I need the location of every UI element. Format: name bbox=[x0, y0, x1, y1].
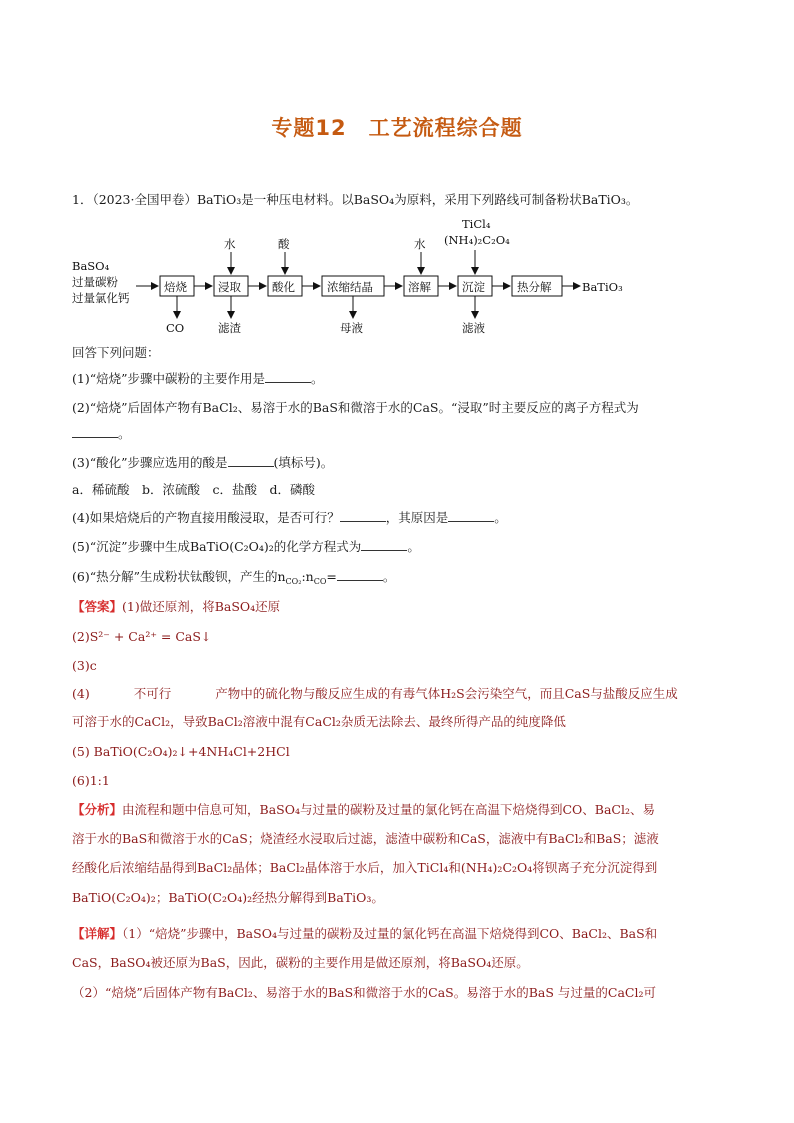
answer-blank bbox=[361, 538, 407, 551]
analysis-line-4: BaTiO(C₂O₄)₂；BaTiO(C₂O₄)₂经热分解得到BaTiO₃。 bbox=[72, 890, 384, 905]
answer-blank bbox=[337, 568, 383, 581]
reagent-ammonium-oxalate: (NH₄)₂C₂O₄ bbox=[444, 233, 510, 247]
answer-3: (3)c bbox=[72, 658, 97, 673]
detail-line-2: CaS，BaSO₄被还原为BaS，因此，碳粉的主要作用是做还原剂，将BaSO₄还原。 bbox=[72, 955, 529, 970]
flow-product: BaTiO₃ bbox=[582, 280, 623, 294]
page-title: 专题12 工艺流程综合题 bbox=[271, 116, 523, 140]
analysis-line-1: 【分析】由流程和题中信息可知，BaSO₄与过量的碳粉及过量的氯化钙在高温下焙烧得到CO、BaCl₂、易 bbox=[72, 802, 656, 817]
output-mother-liquor: 母液 bbox=[340, 321, 363, 335]
reagent-acid: 酸 bbox=[278, 237, 290, 251]
question-5: (5)“沉淀”步骤中生成BaTiO(C₂O₄)₂的化学方程式为 。 bbox=[72, 539, 420, 554]
svg-text:焙烧: 焙烧 bbox=[164, 280, 187, 294]
flow-step-roast bbox=[160, 276, 194, 296]
svg-text:溶解: 溶解 bbox=[408, 280, 431, 294]
question-3-options: a．稀硫酸 b．浓硫酸 c．盐酸 d．磷酸 bbox=[72, 482, 315, 497]
flow-input-1: BaSO₄ bbox=[72, 259, 110, 273]
question-1: (1)“焙烧”步骤中碳粉的主要作用是 。 bbox=[72, 371, 324, 386]
answer-blank bbox=[265, 370, 311, 383]
answer-4: (4) 不可行 产物中的硫化物与酸反应生成的有毒气体H₂S会污染空气，而且CaS与盐酸反应生成 bbox=[72, 686, 678, 701]
flow-input-2: 过量碳粉 bbox=[72, 275, 118, 289]
answer-1: 【答案】(1)做还原剂，将BaSO₄还原 bbox=[72, 599, 281, 614]
process-flow-diagram bbox=[68, 214, 688, 336]
answer-tag: 【答案】 bbox=[72, 599, 123, 614]
question-2-blank-line: 。 bbox=[72, 424, 722, 444]
output-co: CO bbox=[166, 321, 185, 335]
svg-text:酸化: 酸化 bbox=[272, 280, 295, 294]
question-3: (3)“酸化”步骤应选用的酸是 (填标号)。 bbox=[72, 455, 334, 470]
flow-step-acidify bbox=[268, 276, 302, 296]
output-filter-residue: 滤渣 bbox=[218, 321, 241, 335]
detail-tag: 【详解】 bbox=[72, 926, 123, 941]
flow-step-leach bbox=[214, 276, 248, 296]
question-intro-text: BaTiO₃是一种压电材料。以BaSO₄为原料，采用下列路线可制备粉状BaTiO₃。 bbox=[197, 192, 639, 207]
output-filtrate: 滤液 bbox=[462, 321, 485, 335]
svg-text:浸取: 浸取 bbox=[218, 280, 241, 294]
answer-5: (5) BaTiO(C₂O₄)₂↓+4NH₄Cl+2HCl bbox=[72, 744, 290, 759]
reagent-water-2: 水 bbox=[414, 237, 426, 251]
answer-blank bbox=[448, 509, 494, 522]
flow-step-thermal-decompose bbox=[512, 276, 562, 296]
answer-6: (6)1:1 bbox=[72, 773, 110, 788]
flow-step-dissolve bbox=[404, 276, 438, 296]
detail-line-1: 【详解】（1）“焙烧”步骤中，BaSO₄与过量的碳粉及过量的氯化钙在高温下焙烧得到CO、BaCl₂、BaS和 bbox=[72, 926, 658, 941]
answer-4-cont: 可溶于水的CaCl₂，导致BaCl₂溶液中混有CaCl₂杂质无法除去、最终所得产品的纯度降低 bbox=[72, 714, 566, 729]
questions-prompt: 回答下列问题： bbox=[72, 345, 160, 360]
reagent-water-1: 水 bbox=[224, 237, 236, 251]
question-2: (2)“焙烧”后固体产物有BaCl₂、易溶于水的BaS和微溶于水的CaS。“浸取”时主要反应的离子方程式为 bbox=[72, 400, 639, 415]
question-source: （2023·全国甲卷） bbox=[92, 192, 197, 207]
question-1-intro bbox=[72, 190, 722, 210]
question-6: (6)“热分解”生成粉状钛酸钡，产生的$n_{CO_2}:n_{CO}=$ 。 bbox=[72, 569, 396, 586]
question-4: (4)如果焙烧后的产物直接用酸浸取，是否可行？ ，其原因是 。 bbox=[72, 510, 507, 525]
reagent-ticl4: TiCl₄ bbox=[462, 217, 491, 231]
flow-input-3: 过量氯化钙 bbox=[72, 291, 130, 305]
flow-step-concentrate bbox=[322, 276, 384, 296]
answer-blank bbox=[228, 454, 274, 467]
svg-text:沉淀: 沉淀 bbox=[462, 280, 485, 294]
answer-blank bbox=[72, 425, 118, 438]
answer-blank bbox=[340, 509, 386, 522]
flow-step-precipitate bbox=[458, 276, 492, 296]
question-number: 1． bbox=[72, 192, 93, 207]
analysis-tag: 【分析】 bbox=[72, 802, 123, 817]
detail-line-3: （2）“焙烧”后固体产物有BaCl₂、易溶于水的BaS和微溶于水的CaS。易溶于水的BaS 与过量的CaCl₂可 bbox=[72, 985, 656, 1000]
svg-text:热分解: 热分解 bbox=[517, 280, 552, 294]
analysis-line-3: 经酸化后浓缩结晶得到BaCl₂晶体；BaCl₂晶体溶于水后，加入TiCl₄和(NH₄)₂C₂O₄将钡离子充分沉淀得到 bbox=[72, 860, 658, 875]
answer-2: (2)S²⁻ + Ca²⁺ = CaS↓ bbox=[72, 629, 212, 644]
analysis-line-2: 溶于水的BaS和微溶于水的CaS；烧渣经水浸取后过滤，滤渣中碳粉和CaS，滤液中有BaCl₂和BaS；滤液 bbox=[72, 831, 659, 846]
svg-text:浓缩结晶: 浓缩结晶 bbox=[327, 280, 373, 294]
